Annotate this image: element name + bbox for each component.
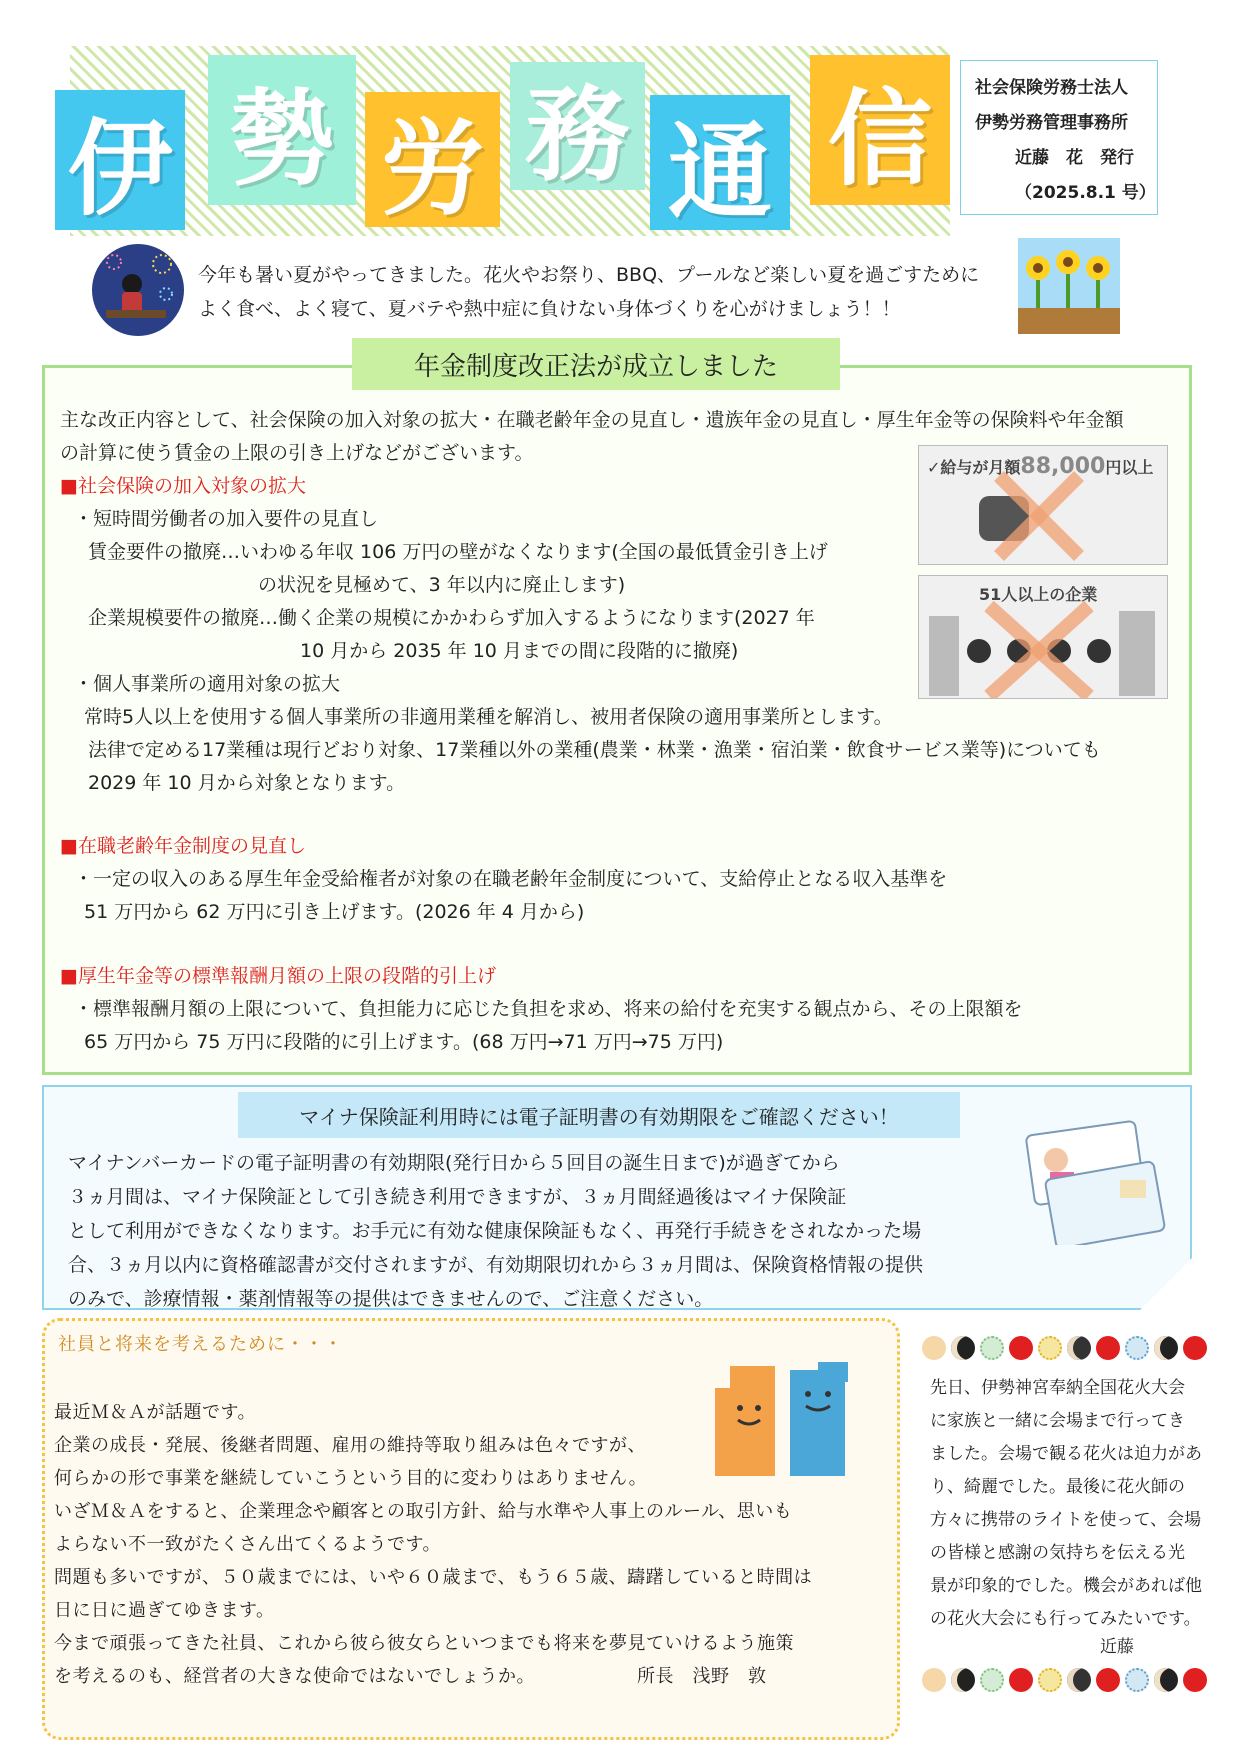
title-tile-2: 勢 xyxy=(208,55,356,205)
section-heading-coverage: ■社会保険の加入対象の拡大 xyxy=(60,475,306,497)
my-number-card-illustration xyxy=(1020,1120,1170,1245)
title-tile-6: 信 xyxy=(810,55,950,205)
office-workers-icon xyxy=(919,576,1167,698)
side-line: 方々に携帯のライトを使って、会場 xyxy=(930,1510,1202,1530)
coverage-item: ・個人事業所の適用対象の拡大 xyxy=(74,673,341,695)
side-line: ました。会場で観る花火は迫力があ xyxy=(930,1444,1202,1464)
intro-text xyxy=(198,258,979,326)
pension-lead-line: 主な改正内容として、社会保険の加入対象の拡大・在職老齢年金の見直し・遺族年金の見直し・厚生年金等の保険料や年金額 xyxy=(60,409,1124,431)
maina-body xyxy=(68,1146,923,1316)
coverage-item: 企業規模要件の撤廃…働く企業の規模にかかわらず加入するようになります(2027 年 xyxy=(88,607,815,629)
fireworks-divider-bottom xyxy=(922,1668,1207,1696)
employee-section-title: 社員と将来を考えるために・・・ xyxy=(58,1334,343,1355)
employee-line: 何らかの形で事業を継続していこうという目的に変わりはありません。 xyxy=(54,1468,648,1489)
employee-line: 企業の成長・発展、後継者問題、雇用の維持等取り組みは色々ですが、 xyxy=(54,1435,646,1456)
side-line: の花火大会にも行ってみたいです。 xyxy=(930,1609,1201,1629)
side-line: の皆様と感謝の気持ちを伝える光 xyxy=(930,1543,1185,1563)
card-label: ✓給与が月額 xyxy=(927,458,1021,477)
fireworks-divider-top xyxy=(922,1336,1207,1364)
pension-lead-line: の計算に使う賃金の上限の引き上げなどがございます。 xyxy=(60,442,534,464)
side-column-text xyxy=(930,1372,1202,1636)
employee-section-body xyxy=(54,1396,812,1693)
title-tile-3: 労 xyxy=(365,92,500,227)
publisher-line: （2025.8.1 号） xyxy=(1015,183,1156,203)
card-label: 51人以上の企業 xyxy=(979,585,1098,604)
employee-line: を考えるのも、経営者の大きな使命ではないでしょうか。 所長 浅野 敦 xyxy=(54,1666,767,1687)
section-heading-working-pension: ■在職老齢年金制度の見直し xyxy=(60,835,306,857)
pension-title: 年金制度改正法が成立しました xyxy=(352,338,840,390)
coverage-item: 常時5人以上を使用する個人事業所の非適用業種を解消し、被用者保険の適用事業所とします。 xyxy=(84,706,893,728)
coverage-item: の状況を見極めて、3 年以内に廃止します) xyxy=(258,574,626,596)
maina-line: 合、３ヵ月以内に資格確認書が交付されますが、有効期限切れから３ヵ月間は、保険資格情報の提供 xyxy=(68,1254,924,1276)
side-signature: 近藤 xyxy=(1100,1637,1134,1657)
employee-line: よらない不一致がたくさん出てくるようです。 xyxy=(54,1534,442,1555)
coverage-item: 2029 年 10 月から対象となります。 xyxy=(88,772,406,794)
publisher-box xyxy=(960,60,1158,215)
intro-line: 今年も暑い夏がやってきました。花火やお祭り、BBQ、プールなど楽しい夏を過ごすために xyxy=(198,264,980,286)
intro-line: よく食べ、よく寝て、夏バテや熱中症に負けない身体づくりを心がけましょう！！ xyxy=(198,298,901,320)
working-pension-item: ・一定の収入のある厚生年金受給権者が対象の在職老齢年金制度について、支給停止となる収入基準を xyxy=(74,868,948,890)
coverage-item: ・短時間労働者の加入要件の見直し xyxy=(74,508,379,530)
title-tile-5: 通 xyxy=(650,95,790,230)
publisher-line: 近藤 花 発行 xyxy=(1015,148,1134,168)
side-line: 先日、伊勢神宮奉納全国花火大会 xyxy=(930,1378,1185,1398)
coverage-item: 10 月から 2035 年 10 月までの間に段階的に撤廃) xyxy=(300,640,739,662)
maina-title: マイナ保険証利用時には電子証明書の有効期限をご確認ください！ xyxy=(238,1092,960,1138)
working-pension-item: 51 万円から 62 万円に引き上げます。(2026 年 4 月から) xyxy=(84,901,585,923)
page-curl-corner xyxy=(1140,1258,1192,1310)
employee-line: 今まで頑張ってきた社員、これから彼ら彼女らといつまでも将来を夢見ていけるよう施策 xyxy=(54,1633,794,1654)
maina-line: マイナンバーカードの電子証明書の有効期限(発行日から５回目の誕生日まで)が過ぎてから xyxy=(68,1152,840,1174)
card-amount: 88,000 xyxy=(1020,454,1106,479)
section-heading-standard-remuneration: ■厚生年金等の標準報酬月額の上限の段階的引上げ xyxy=(60,965,496,987)
publisher-line: 伊勢労務管理事務所 xyxy=(975,113,1128,133)
side-line: 景が印象的でした。機会があれば他 xyxy=(930,1576,1202,1596)
wage-requirement-card xyxy=(918,445,1168,565)
title-tile-1: 伊 xyxy=(55,90,185,230)
coverage-item: 法律で定める17業種は現行どおり対象、17業種以外の業種(農業・林業・漁業・宿泊業・飲食サービス業等)についても xyxy=(88,739,1101,761)
employee-line: 最近Ｍ＆Ａが話題です。 xyxy=(54,1402,257,1423)
title-tile-4: 務 xyxy=(510,62,645,190)
employee-line: いざＭ＆Ａをすると、企業理念や顧客との取引方針、給与水準や人事上のルール、思いも xyxy=(54,1501,793,1522)
company-size-card xyxy=(918,575,1168,699)
remuneration-item: ・標準報酬月額の上限について、負担能力に応じた負担を求め、将来の給付を充実する観点から、その上限額を xyxy=(74,998,1023,1020)
remuneration-item: 65 万円から 75 万円に段階的に引上げます。(68 万円→71 万円→75 万円) xyxy=(84,1031,724,1053)
publisher-line: 社会保険労務士法人 xyxy=(975,78,1128,98)
sunflower-illustration xyxy=(1018,238,1120,334)
cross-mark-icon xyxy=(919,446,1167,564)
side-line: に家族と一緒に会場まで行ってき xyxy=(930,1411,1185,1431)
employee-line: 日に日に過ぎてゆきます。 xyxy=(54,1600,275,1621)
employee-line: 問題も多いですが、５０歳までには、いや６０歳まで、もう６５歳、躊躇していると時間は xyxy=(54,1567,813,1588)
maina-line: ３ヵ月間は、マイナ保険証として引き続き利用できますが、３ヵ月間経過後はマイナ保険証 xyxy=(68,1186,847,1208)
fireworks-girl-illustration xyxy=(92,244,184,336)
card-suffix: 円以上 xyxy=(1105,458,1154,477)
maina-line: として利用ができなくなります。お手元に有効な健康保険証もなく、再発行手続きをされなかった場 xyxy=(68,1220,922,1242)
coverage-item: 賃金要件の撤廃…いわゆる年収 106 万円の壁がなくなります(全国の最低賃金引き上げ xyxy=(88,541,828,563)
side-line: り、綺麗でした。最後に花火師の xyxy=(930,1477,1185,1497)
maina-line: のみで、診療情報・薬剤情報等の提供はできませんので、ご注意ください。 xyxy=(68,1288,714,1310)
